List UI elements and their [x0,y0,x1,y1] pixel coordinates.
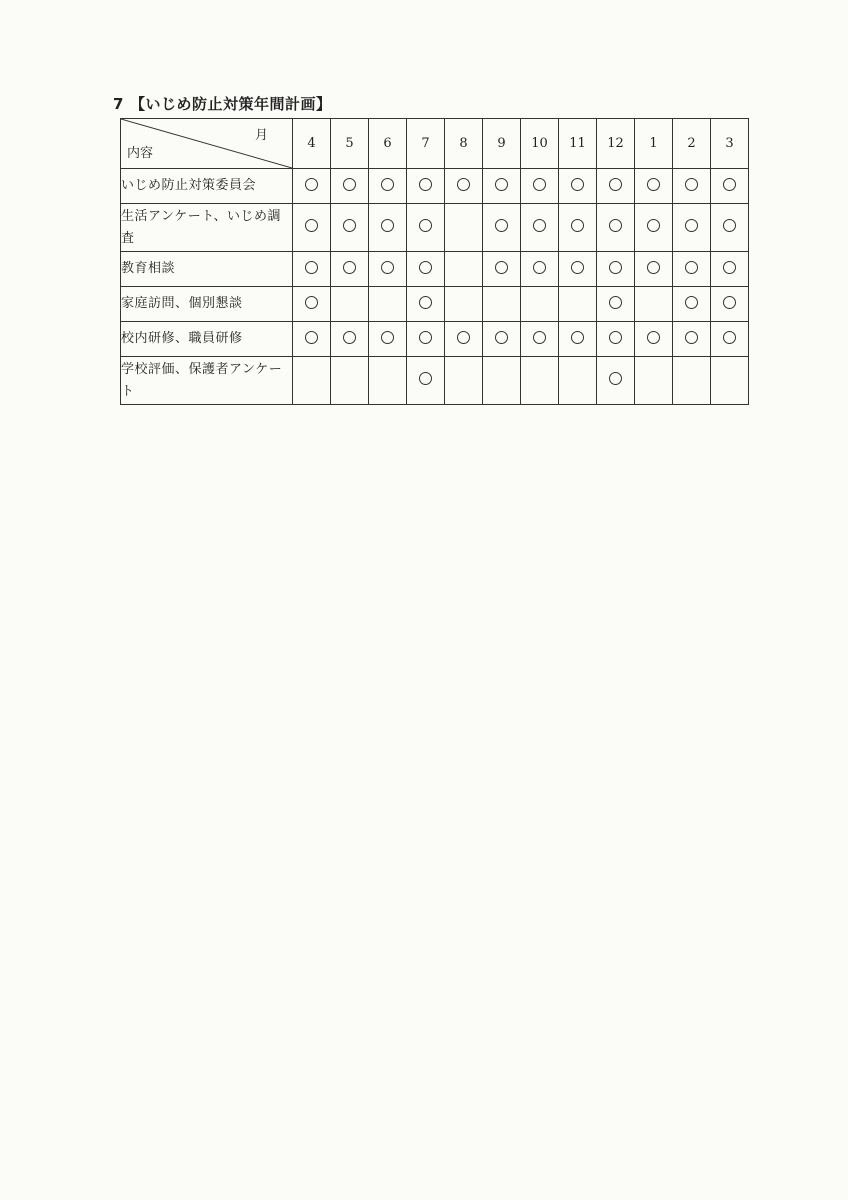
month-header: 10 [521,119,559,169]
scheduled-circle-icon [609,331,622,344]
schedule-cell [673,204,711,252]
schedule-cell [673,322,711,357]
schedule-cell [407,204,445,252]
schedule-cell [521,252,559,287]
scheduled-circle-icon [419,372,432,385]
schedule-cell [597,322,635,357]
scheduled-circle-icon [533,261,546,274]
schedule-cell [483,204,521,252]
schedule-cell [483,287,521,322]
schedule-cell [559,322,597,357]
scheduled-circle-icon [419,296,432,309]
scheduled-circle-icon [457,331,470,344]
schedule-cell [559,252,597,287]
schedule-cell [521,169,559,204]
scheduled-circle-icon [647,331,660,344]
scheduled-circle-icon [305,219,318,232]
schedule-cell [673,357,711,405]
annual-plan-table [120,118,749,405]
schedule-cell [407,287,445,322]
schedule-cell [521,204,559,252]
schedule-cell [597,169,635,204]
corner-cell [121,119,293,169]
schedule-cell [331,357,369,405]
month-header: 7 [407,119,445,169]
schedule-cell [521,287,559,322]
table-header-row [121,119,749,169]
scheduled-circle-icon [609,372,622,385]
schedule-cell [521,322,559,357]
section-title: 【いじめ防止対策年間計画】 [129,95,332,113]
schedule-cell [711,287,749,322]
scheduled-circle-icon [685,178,698,191]
activity-label: 学校評価、保護者アンケート [121,357,293,405]
table-row [121,252,749,287]
schedule-cell [597,204,635,252]
content-axis-label: 内容 [127,146,154,161]
scheduled-circle-icon [609,261,622,274]
activity-label: いじめ防止対策委員会 [121,169,293,204]
schedule-cell [407,322,445,357]
schedule-cell [483,169,521,204]
schedule-cell [711,322,749,357]
scheduled-circle-icon [305,331,318,344]
schedule-cell [559,357,597,405]
schedule-cell [293,252,331,287]
schedule-cell [559,287,597,322]
table-body [121,169,749,405]
schedule-cell [331,287,369,322]
scheduled-circle-icon [685,331,698,344]
schedule-cell [635,287,673,322]
scheduled-circle-icon [723,219,736,232]
schedule-cell [559,204,597,252]
schedule-cell [293,169,331,204]
scheduled-circle-icon [571,261,584,274]
scheduled-circle-icon [495,331,508,344]
activity-label: 校内研修、職員研修 [121,322,293,357]
schedule-cell [407,357,445,405]
scheduled-circle-icon [343,178,356,191]
scheduled-circle-icon [419,178,432,191]
scheduled-circle-icon [533,331,546,344]
scheduled-circle-icon [533,178,546,191]
scheduled-circle-icon [571,219,584,232]
scheduled-circle-icon [343,331,356,344]
scheduled-circle-icon [457,178,470,191]
schedule-cell [673,169,711,204]
schedule-cell [483,322,521,357]
scheduled-circle-icon [305,261,318,274]
schedule-cell [445,357,483,405]
scheduled-circle-icon [647,219,660,232]
schedule-cell [711,252,749,287]
schedule-cell [673,287,711,322]
section-number: 7 [113,95,124,113]
table-row [121,169,749,204]
schedule-cell [673,252,711,287]
scheduled-circle-icon [571,178,584,191]
scheduled-circle-icon [685,219,698,232]
scheduled-circle-icon [495,219,508,232]
schedule-cell [711,169,749,204]
schedule-cell [293,357,331,405]
scheduled-circle-icon [419,219,432,232]
schedule-cell [635,322,673,357]
scheduled-circle-icon [343,261,356,274]
scheduled-circle-icon [381,331,394,344]
month-header: 2 [673,119,711,169]
month-header: 3 [711,119,749,169]
schedule-cell [597,252,635,287]
scheduled-circle-icon [343,219,356,232]
month-header: 9 [483,119,521,169]
table-row [121,357,749,405]
schedule-cell [407,169,445,204]
activity-label: 教育相談 [121,252,293,287]
scheduled-circle-icon [723,331,736,344]
scheduled-circle-icon [609,219,622,232]
activity-label: 生活アンケート、いじめ調査 [121,204,293,252]
scheduled-circle-icon [647,178,660,191]
month-header: 8 [445,119,483,169]
schedule-cell [445,322,483,357]
schedule-cell [559,169,597,204]
month-header: 12 [597,119,635,169]
section-heading [113,93,331,114]
scheduled-circle-icon [609,178,622,191]
scheduled-circle-icon [723,178,736,191]
schedule-cell [445,287,483,322]
activity-label: 家庭訪問、個別懇談 [121,287,293,322]
scheduled-circle-icon [495,178,508,191]
month-header: 6 [369,119,407,169]
schedule-cell [483,252,521,287]
scheduled-circle-icon [305,296,318,309]
schedule-cell [445,252,483,287]
scheduled-circle-icon [533,219,546,232]
scheduled-circle-icon [571,331,584,344]
schedule-cell [483,357,521,405]
month-header: 1 [635,119,673,169]
table-row [121,322,749,357]
schedule-cell [635,169,673,204]
schedule-cell [331,252,369,287]
schedule-cell [635,204,673,252]
scheduled-circle-icon [381,219,394,232]
schedule-cell [597,357,635,405]
schedule-cell [407,252,445,287]
scheduled-circle-icon [647,261,660,274]
scheduled-circle-icon [419,261,432,274]
month-axis-label: 月 [254,128,268,143]
schedule-cell [445,169,483,204]
schedule-cell [521,357,559,405]
scheduled-circle-icon [609,296,622,309]
table-row [121,287,749,322]
scheduled-circle-icon [685,296,698,309]
schedule-cell [369,287,407,322]
schedule-cell [635,357,673,405]
schedule-cell [369,322,407,357]
schedule-cell [293,322,331,357]
schedule-cell [635,252,673,287]
schedule-cell [369,169,407,204]
schedule-cell [293,287,331,322]
scheduled-circle-icon [685,261,698,274]
schedule-cell [331,204,369,252]
table-row [121,204,749,252]
scheduled-circle-icon [419,331,432,344]
scheduled-circle-icon [495,261,508,274]
month-header: 11 [559,119,597,169]
scheduled-circle-icon [305,178,318,191]
schedule-cell [369,252,407,287]
scheduled-circle-icon [381,178,394,191]
schedule-cell [369,357,407,405]
month-header: 4 [293,119,331,169]
schedule-cell [293,204,331,252]
schedule-cell [711,204,749,252]
schedule-cell [331,169,369,204]
scheduled-circle-icon [723,261,736,274]
schedule-cell [369,204,407,252]
schedule-cell [597,287,635,322]
scheduled-circle-icon [381,261,394,274]
month-header: 5 [331,119,369,169]
scheduled-circle-icon [723,296,736,309]
schedule-cell [445,204,483,252]
schedule-cell [711,357,749,405]
schedule-cell [331,322,369,357]
